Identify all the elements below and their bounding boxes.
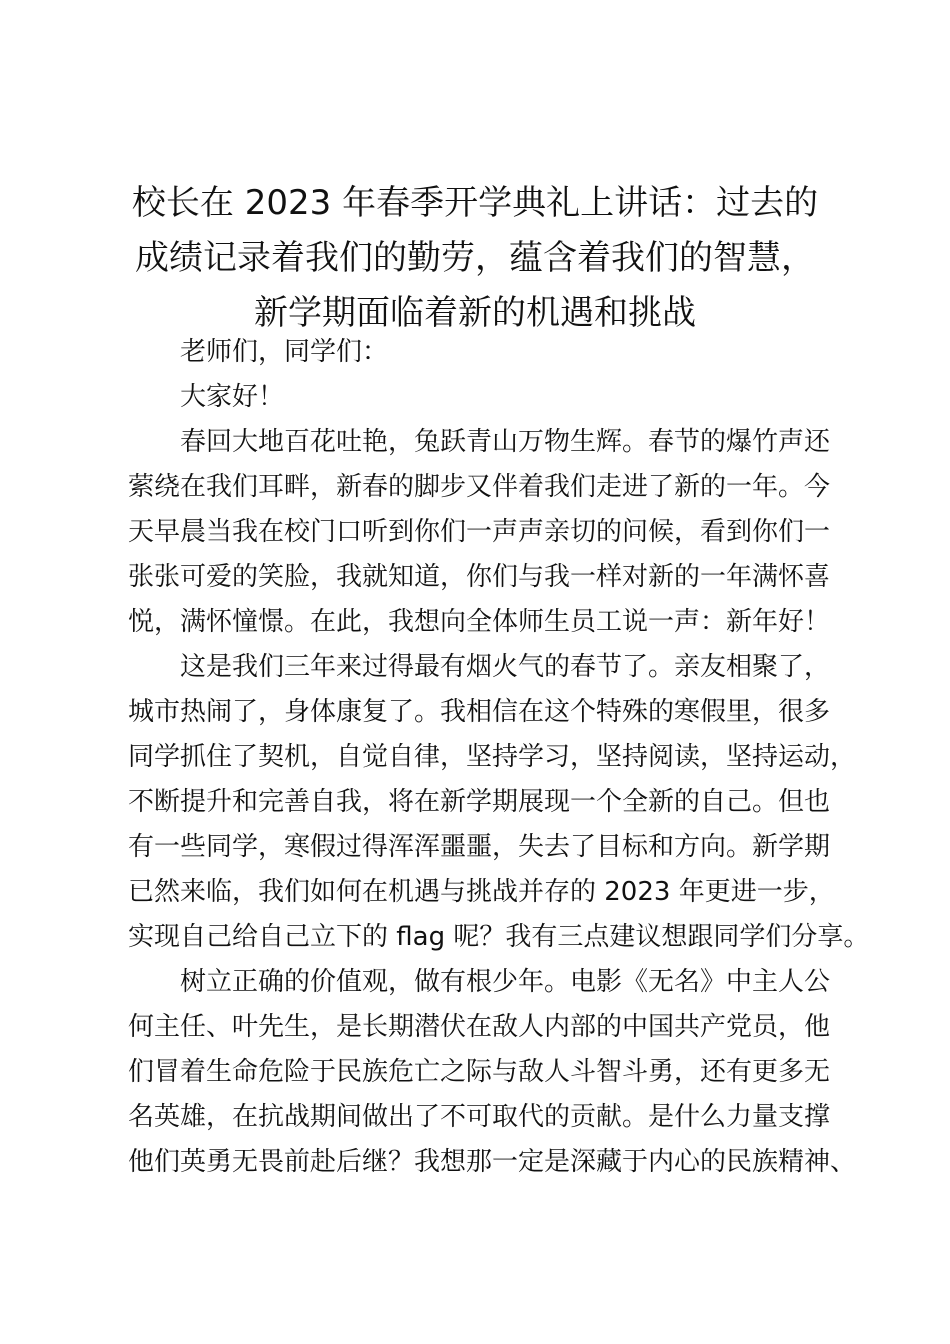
title-line-1: 校长在 2023 年春季开学典礼上讲话：过去的 xyxy=(131,183,819,223)
body-line: 们冒着生命危险于民族危亡之际与敌人斗智斗勇，还有更多无 xyxy=(128,1057,831,1087)
body-line: 萦绕在我们耳畔，新春的脚步又伴着我们走进了新的一年。今 xyxy=(128,472,831,502)
body-line: 春回大地百花吐艳，兔跃青山万物生辉。春节的爆竹声还 xyxy=(180,427,831,457)
title-line-2: 成绩记录着我们的勤劳，蕴含着我们的智慧， xyxy=(135,238,815,278)
body-line: 老师们，同学们： xyxy=(180,337,389,367)
title-line-3: 新学期面临着新的机遇和挑战 xyxy=(254,293,696,333)
body-line: 大家好！ xyxy=(180,382,285,412)
body-line: 实现自己给自己立下的 flag 呢？我有三点建议想跟同学们分享。 xyxy=(128,922,870,952)
body-line: 悦，满怀憧憬。在此，我想向全体师生员工说一声：新年好！ xyxy=(128,607,831,637)
body-line: 树立正确的价值观，做有根少年。电影《无名》中主人公 xyxy=(180,967,831,997)
body-line: 张张可爱的笑脸，我就知道，你们与我一样对新的一年满怀喜 xyxy=(128,562,831,592)
body-line: 城市热闹了，身体康复了。我相信在这个特殊的寒假里，很多 xyxy=(128,697,831,727)
body-line: 有一些同学，寒假过得浑浑噩噩，失去了目标和方向。新学期 xyxy=(128,832,831,862)
body-line: 天早晨当我在校门口听到你们一声声亲切的问候，看到你们一 xyxy=(128,517,831,547)
body-line: 他们英勇无畏前赴后继？我想那一定是深藏于内心的民族精神、 xyxy=(128,1147,857,1177)
body-line: 名英雄，在抗战期间做出了不可取代的贡献。是什么力量支撑 xyxy=(128,1102,831,1132)
body-line: 何主任、叶先生，是长期潜伏在敌人内部的中国共产党员，他 xyxy=(128,1012,831,1042)
document-body xyxy=(128,330,870,1185)
body-line: 同学抓住了契机，自觉自律，坚持学习，坚持阅读，坚持运动， xyxy=(128,742,857,772)
document-title xyxy=(110,176,840,341)
body-line: 不断提升和完善自我，将在新学期展现一个全新的自己。但也 xyxy=(128,787,831,817)
body-line: 已然来临，我们如何在机遇与挑战并存的 2023 年更进一步， xyxy=(128,877,835,907)
body-line: 这是我们三年来过得最有烟火气的春节了。亲友相聚了， xyxy=(180,652,831,682)
